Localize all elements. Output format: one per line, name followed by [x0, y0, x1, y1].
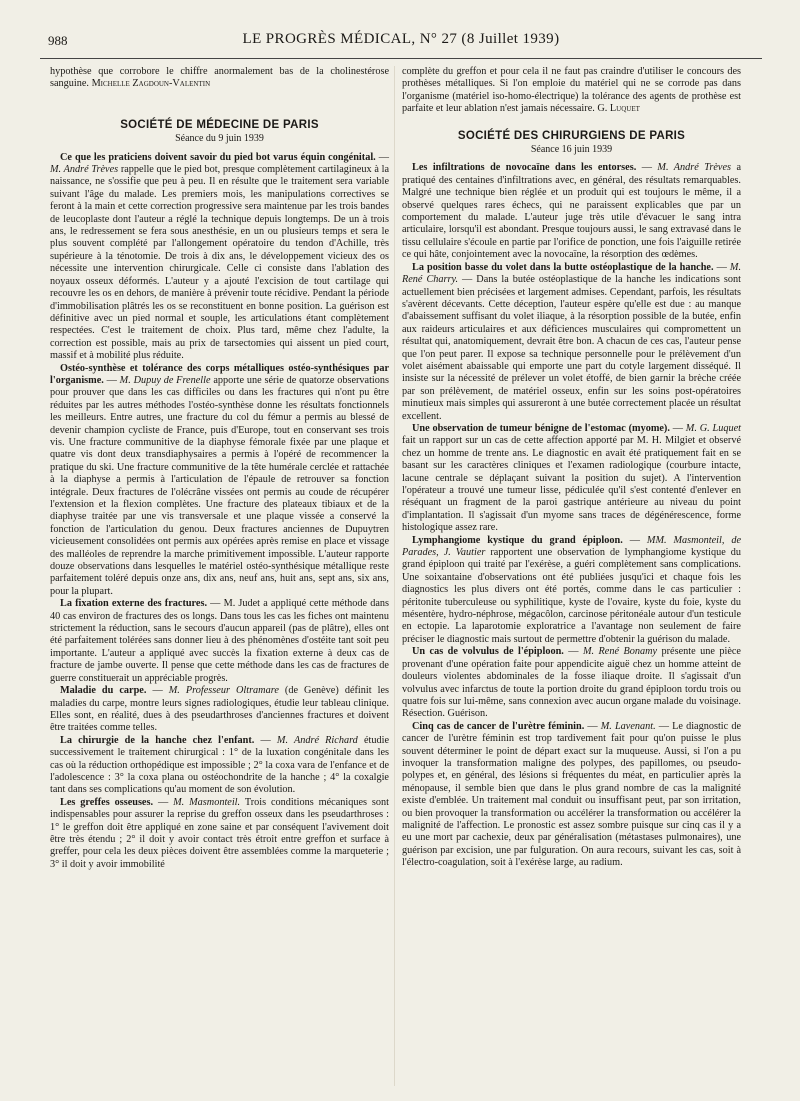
article-title: Cinq cas de cancer de l'urètre féminin. — [412, 720, 585, 732]
intro-paragraph: hypothèse que corrobore le chiffre anormalement bas de la cholinestérose sanguine. Michelle Zagdoun-Valentin — [50, 66, 389, 90]
article-title: Maladie du carpe. — [60, 685, 147, 697]
article: Cinq cas de cancer de l'urètre féminin. — M. Lavenant. — Le diagnostic de cancer de l'urètre féminin est trop tardivement fait pour qu'on puisse le plus souvent déterminer le point de départ exact sur la muqueuse. Aussi, si l'on a pu invoquer la transformation maligne des polypes, des papillomes, ou pseudo-polypes et, en général, des lésions si fréquentes du méat, en particulier après la ménopause, il semble bien que dans le plus grand nombre de cas la malignité existe d'emblée. Un traitement mal conduit ou insuffisant peut, par son irritation, ou bien provoquer la transformation ou accélérer la transformation ou accélérer la malignité de l'affection. Le pronostic est assez sombre puisque sur cinq cas il y a eu une mort par cachexie, deux par généralisation (métastases pulmonaires), une guérison par excision, une par fulguration. On aura recours, suivant les cas, soit à l'électro-coagulation, soit à l'exérèse large, au radium. — [402, 720, 741, 869]
signature: G. Luquet — [597, 103, 640, 115]
article: Les infiltrations de novocaïne dans les entorses. — M. André Trèves a pratiqué des centaines d'infiltrations avec, en général, des résultats remarquables. Malgré une technique bien réglée et un produit qui est toujours le même, il a observé quelques rares échecs, qui ne paraissent explicables que par un comportement du malade. L'auteur juge très utile d'évacuer le sang intra articulaire, lorsqu'il est abondant. Presque toujours aussi, le sang extravasé dans le tissu cellulaire s'écoule en partie par l'orifice de ponction, une fois l'aiguille retirée ce qui hâte, conjointement avec la novocaïne, la résorption des œdèmes. — [402, 162, 742, 261]
article-body: Dans la butée ostéoplastique de la hanche les indications sont actuellement bien précisées et largement admises. Cependant, parfois, les résultats s'avèrent décevants. Cette déception, l'auteur espère qu'elle est due : au manque d'abaissement suffisant du volet iliaque, à la résorption possible de la butée, enfin aux raideurs articulaires et aux déficiences musculaires qui compromettent un résultat qui, anatomiquement, devrait être bon. A chacun de ces cas, l'auteur pense que l'on peut parer. Il expose sa technique personnelle pour le prélèvement d'un volet aisément abaissable qui emporte une part du cotyle largement disséqué. Il insiste sur la nécessité de prélever un volet étoffé, de bien garnir la brèche créée par son prélèvement, de matériel osseux, enfin sur les soins post-opératoires minutieux mais simples qui assureront à une butée correctement placée un résultat excellent. — [402, 274, 741, 422]
article-author: MM. Masmonteil, de Parades, J. Vautier — [402, 534, 742, 559]
article-title: Ostéo-synthèse et tolérance des corps métalliques ostéo-synthésiques par l'organisme. — [50, 362, 389, 386]
article-author: M. René Bonamy — [582, 646, 658, 658]
article-title: Les infiltrations de novocaïne dans les entorses. — [412, 162, 637, 174]
article: Une observation de tumeur bénigne de l'estomac (myome). — M. G. Luquet fait un rapport sur un cas de cette affection apporté par M. H. Milgiet et observé chez un homme de trente ans. Le diagnostic en avait été pratiquement fait en se basant sur les caractères cliniques et l'examen radiologique (courbure intacte, lacune centrale se déplaçant suivant la position du sujet). A l'intervention l'opérateur a trouvé une tumeur lisse, pédiculée qu'il s'est contenté d'enlever en réséquant un fragment de la paroi gastrique antérieure au niveau du point d'implantation. Il s'agissait d'un myome sans traces de dégénérescence, forme histologique assez rare. — [402, 422, 741, 534]
article-title: La position basse du volet dans la butte ostéoplastique de la hanche. — [412, 261, 714, 273]
article-author: M. Masmonteil. — [173, 796, 241, 808]
article: La position basse du volet dans la butte ostéoplastique de la hanche. — M. René Charry. — Dans la butée ostéoplastique de la hanche les indications sont actuellement bien précisées et largement admises. Cependant, parfois, les résultats s'avèrent décevants. Cette déception, l'auteur espère qu'elle est due : au manque d'abaissement suffisant du volet iliaque, à la résorption possible de la butée, enfin aux raideurs articulaires et aux déficiences musculaires qui compromettent un résultat qui, anatomiquement, devrait être bon. A chacun de ces cas, l'auteur pense que l'on peut parer. Il expose sa technique personnelle pour le prélèvement d'un volet aisément abaissable qui emporte une part du cotyle largement disséqué. Il insiste sur la nécessité de prélever un volet étoffé, de bien garnir la brèche créée par son prélèvement, de matériel osseux, enfin sur les soins post-opératoires minutieux mais simples qui assureront à une butée correctement placée un résultat excellent. — [402, 261, 742, 422]
article: La fixation externe des fractures. — M. Judet a appliqué cette méthode dans 40 cas environ de fractures des os longs. Dans tous les cas les fiches ont maintenu strictement la réduction, sans le secours d'aucun appareil (pas de plâtre), elles ont été parfaitement tolérées sans donner lieu à des phénomènes d'ostéite tant soit peu importante. L'auteur a appliqué avec succès la fixation externe à deux cas de fracture de jambe ouverte. Il pense que cette méthode dans les cas de fractures de guerre constituerait un appréciable progrès. — [50, 598, 390, 684]
author-affiliation: (de Genève) — [284, 685, 339, 697]
left-column — [50, 66, 389, 871]
article-body: présente une pièce provenant d'une opération faite pour appendicite aiguë chez un homme atteint de douleurs violentes abdominales de la fosse iliaque droite. Il s'agissait d'un volvulus avec infarctus de toute la portion droite du grand épiploon tordu trois ou quatre fois sur lui-même, sans connexion avec aucun organe malade du voisinage. Résection. Guérison. — [402, 646, 741, 720]
article: Ostéo-synthèse et tolérance des corps métalliques ostéo-synthésiques par l'organisme. — M. Dupuy de Frenelle apporte une série de quatorze observations pour prouver que dans les cas difficiles ou dans les fractures qui n'ont pu être réduites par les autres méthodes l'ostéo-synthèse donne les résultats fonctionnels les meilleurs. Entre autres, une fracture du col du fémur a permis au blessé de devenir champion cycliste de France, puis d'Europe, tout en conservant ses trois vis. Une fracture communitive de la diaphyse fémorale fixée par une plaque et quatre vis dont deux transdiaphysaires a permis à l'opéré de recommencer la pratique du ski. Une fracture communitive de la tête humérale cerclée et rattachée à la diaphyse a permis à l'articulation de l'épaule de retrouver sa fonction intégrale. Deux fractures de l'olécrâne vissées ont permis au coude de récupérer l'extension et la flexion complètes. Une fracture des plateaux tibiaux et de la diaphyse traitée par une vis transversale et une plaque vissée a conservé la fonction de l'articulation du genou. Deux fractures anciennes de Dupuytren vicieusement consolidées ont permis aux opérées après remise en place et vissage des malléoles de reprendre la marche primitivement impossible. L'auteur rapporte douze observations dans lesquelles le matériel ostéo-synthésique métallique reste parfaitement toléré depuis onze ans, dix ans, neuf ans, huit ans, sept ans, six ans, pour la plupart. — [50, 362, 390, 597]
article-title: Ce que les praticiens doivent savoir du pied bot varus équin congénital. — [60, 151, 376, 163]
article-author: M. G. Luquet — [685, 422, 741, 434]
article-title: Un cas de volvulus de l'épiploon. — [412, 646, 564, 658]
article-body: étudie successivement le traitement chirurgical : 1° de la luxation congénitale dans les cas où la réduction orthopédique est impossible ; 2° la coxa vara de l'enfance et de l'adolescence : 3° la coxa plana ou ostéochondrite de la hanche ; 4° la coxalgie tant dans ses complications qu'au moment de son évolution. — [50, 734, 390, 796]
column-divider — [394, 66, 395, 1086]
article-body: a pratiqué des centaines d'infiltrations avec, en général, des résultats remarquables. Malgré une technique bien réglée et un produit qui est toujours le même, il a observé quelques rares échecs, qui ne paraissent explicables que par un comportement du malade. L'auteur juge très utile d'évacuer le sang intra articulaire, lorsqu'il est abondant. Presque toujours aussi, le sang extravasé dans le tissu cellulaire s'écoule en partie par l'orifice de ponction, une fois l'aiguille retirée ce qui hâte, conjointement avec la novocaïne, la résorption des œdèmes. — [402, 162, 742, 261]
session-date: Séance 16 juin 1939 — [530, 144, 613, 156]
article: La chirurgie de la hanche chez l'enfant. — M. André Richard étudie successivement le traitement chirurgical : 1° de la luxation congénitale dans les cas où la réduction orthopédique est impossible ; 2° la coxa vara de l'enfance et de l'adolescence : 3° la coxa plana ou ostéochondrite de la hanche ; 4° la coxalgie tant dans ses complications qu'au moment de son évolution. — [50, 734, 390, 796]
article-body: Le diagnostic de cancer de l'urètre féminin est trop tardivement fait pour qu'on puisse le plus souvent déterminer le point de départ exact sur la muqueuse. Aussi, si l'on a pu invoquer la transformation maligne des polypes, des papillomes, ou pseudo-polypes et, en général, des lésions si fréquentes du méat, en particulier après la ménopause, il semble bien que dans le plus grand nombre de cas la malignité existe d'emblée. Un traitement mal conduit ou insuffisant peut, par son irritation, ou bien provoquer la transformation ou accélérer la transformation ou accélérer la malignité de l'affection. Le pronostic est assez sombre puisque sur cinq cas il y a eu une mort par cachexie, deux par généralisation (métastases pulmonaires), une guérison par excision, une par fulguration. On aura recours, suivant les cas, soit à l'électro-coagulation, soit à l'exérèse large, au radium. — [402, 720, 741, 869]
article-body: Trois conditions mécaniques sont indispensables pour assurer la reprise du greffon osseux dans les pseudarthroses : 1° le greffon doit être appliqué en zone saine et par conséquent l'avivement doit être très étendu ; 2° il doit y avoir contact très étroit entre greffon et surface à greffer, pour cela les deux pièces doivent être assemblées comme la marqueterie ; 3° il doit y avoir immobilité — [50, 796, 390, 870]
article-author: M. René Charry. — [402, 261, 742, 286]
article-title: La chirurgie de la hanche chez l'enfant. — [60, 734, 255, 746]
article-body: rappelle que le pied bot, presque complètement cartilagineux à la naissance, ne s'ossifie que peu à peu. Il en résulte que le traitement sera variable suivant l'âge du malade. Les premiers mois, les manipulations correctives se feront à la main et cette correction progressive sera maintenue par les trois bandes de leucoplaste dont l'auteur a réglé la technique depuis longtemps. De un à trois ans, le redressement se fera sous anesthésie, en un ou plusieurs temps et sera le plus souvent complété par l'allongement opératoire du tendon d'Achille, très supérieure à la ténotomie. De trois à dix ans, le développement vicieux des os nécessite une intervention chirurgicale. Celle ci consiste dans l'ablation des noyaux osseux déformés. L'auteur y a ajouté l'excision de tout cartilage qui recouvre les os en dehors, de manière à prévenir toute récidive. Pendant la période d'immobilisation plâtrés les os se reconstituent en bonne position. La guérison est définitive avec un pied normal et souple, les articulations étant complètement respectées. C'est le traitement de choix. Plus tard, même chez l'adulte, la correction est possible, mais au prix de tarsectomies qui aissent un pied court, massif et à mobilité plus réduite. — [50, 164, 389, 362]
article-author: M. André Trèves — [657, 162, 732, 174]
article-title: Une observation de tumeur bénigne de l'estomac (myome). — [412, 422, 670, 434]
article-author: M. Judet — [223, 598, 261, 610]
header-rule — [40, 58, 762, 59]
running-title: LE PROGRÈS MÉDICAL, N° 27 (8 Juillet 1939) — [242, 31, 560, 47]
article: Un cas de volvulus de l'épiploon. — M. René Bonamy présente une pièce provenant d'une opération faite pour appendicite aiguë chez un homme atteint de douleurs violentes abdominales de la fosse iliaque droite. Il s'agissait d'un volvulus avec infarctus de toute la portion droite du grand épiploon tordu trois ou quatre fois sur lui-même, sans connexion avec aucun organe malade du voisinage. Résection. Guérison. — [402, 646, 741, 720]
session-date: Séance du 9 juin 1939 — [175, 133, 264, 145]
article: Maladie du carpe. — M. Professeur Oltramare (de Genève) définit les maladies du carpe, montre leurs signes radiologiques, étudie leur tableau clinique. Elles sont, en réalité, dues à des pseudarthroses d'anciennes fractures et doivent être traitées comme telles. — [50, 685, 390, 734]
article: Les greffes osseuses. — M. Masmonteil. Trois conditions mécaniques sont indispensables pour assurer la reprise du greffon osseux dans les pseudarthroses : 1° le greffon doit être appliqué en zone saine et par conséquent l'avivement doit être très étendu ; 2° il doit y avoir contact très étroit entre greffon et surface à greffer, pour cela les deux pièces doivent être assemblées comme la marqueterie ; 3° il doit y avoir immobilité — [50, 796, 390, 870]
article-author: M. André Trèves — [50, 164, 119, 176]
article-body: définit les maladies du carpe, montre leurs signes radiologiques, étudie leur tableau clinique. Elles sont, en réalité, dues à des pseudarthroses d'anciennes fractures et doivent être traitées comme telles. — [50, 685, 390, 734]
signature: Michelle Zagdoun-Valentin — [91, 78, 211, 90]
article-body: apporte une série de quatorze observations pour prouver que dans les cas difficiles ou dans les fractures qui n'ont pu être réduites par les autres méthodes l'ostéo-synthèse donne les résultats fonctionnels les meilleurs. Entre autres, une fracture du col du fémur a permis au blessé de devenir champion cycliste de France, puis d'Europe, tout en conservant ses trois vis. Une fracture communitive de la diaphyse fémorale fixée par une plaque et quatre vis dont deux transdiaphysaires a permis à l'opéré de recommencer la pratique du ski. Une fracture communitive de la tête humérale cerclée et rattachée à la diaphyse a permis à l'articulation de l'épaule de retrouver sa fonction intégrale. Deux fractures de l'olécrâne vissées ont permis au coude de récupérer l'extension et la flexion complètes. Une fracture des plateaux tibiaux et de la diaphyse traitée par une vis transversale et une plaque vissée a conservé la fonction de l'articulation du genou. Deux fractures anciennes de Dupuytren vicieusement consolidées ont permis aux opérées après remise en place et vissage des malléoles de reprendre la marche primitivement impossible. L'auteur rapporte douze observations dans lesquelles le matériel ostéo-synthésique métallique reste parfaitement toléré depuis onze ans, dix ans, neuf ans, huit ans, sept ans, six ans, pour la plupart. — [50, 374, 390, 597]
society-title: SOCIÉTÉ DES CHIRURGIENS DE PARIS — [457, 129, 686, 142]
article-body: rapportent une observation de lymphangiome kystique du grand épiploon qui traité par l'exérèse, a guéri complètement sans complications. Une soixantaine d'observations ont été publiées jusqu'ici et chaque fois les diagnostics les plus divers ont été portés, comme dans le cas particulier : péritonite tuberculeuse ou syphilitique, kyste de l'ovaire, kyste du foie, kyste du mésentère, hydro-néphrose, mégacôlon, carcinose péritonéale autour d'un testicule en ectopie. La laparotomie exploratrice a l'avantage non seulement de faire préciser le diagnostic mais surtout de permettre d'obtenir la guérison du malade. — [402, 547, 742, 645]
page-header — [40, 31, 762, 55]
article-author: M. Lavenant. — [600, 720, 656, 732]
article-body: a appliqué cette méthode dans 40 cas environ de fractures des os longs. Dans tous les cas les fiches ont maintenu strictement la réduction, sans le secours d'aucun appareil (pas de plâtre), elles ont été parfaitement tolérées sans donner lieu à des phénomènes d'ostéite tant soit peu importante. L'auteur a appliqué avec succès la fixation externe à deux cas de fracture de jambe ouverte. Il pense que cette méthode dans les cas de fractures de guerre constituerait un appréciable progrès. — [50, 598, 390, 684]
article-title: Les greffes osseuses. — [60, 796, 154, 808]
right-column — [402, 66, 741, 870]
article-author: M. André Richard — [276, 734, 358, 746]
article-title: Lymphangiome kystique du grand épiploon. — [412, 534, 623, 546]
article-body: fait un rapport sur un cas de cette affection apporté par M. H. Milgiet et observé chez un homme de trente ans. Le diagnostic en avait été pratiquement fait en se basant sur les caractères cliniques et l'examen radiologique (courbure intacte, lacune centrale se déplaçant suivant la position du sujet). A l'intervention l'opérateur a trouvé une tumeur lisse, pédiculée qu'il s'est contenté d'enlever en réséquant un fragment de la paroi gastrique antérieure au niveau du point d'implantation. Il s'agissait d'un myome sans traces de dégénérescence, forme histologique assez rare. — [402, 435, 741, 534]
article-title: La fixation externe des fractures. — [60, 598, 208, 610]
article: Ce que les praticiens doivent savoir du pied bot varus équin congénital. — M. André Trèves rappelle que le pied bot, presque complètement cartilagineux à la naissance, ne s'ossifie que peu à peu. Il en résulte que le traitement sera variable suivant l'âge du malade. Les premiers mois, les manipulations correctives se feront à la main et cette correction progressive sera maintenue par les trois bandes de leucoplaste dont l'auteur a réglé la technique depuis longtemps. De un à trois ans, le redressement se fera sous anesthésie, en un ou plusieurs temps et sera le plus souvent complété par l'allongement opératoire du tendon d'Achille, très supérieure à la ténotomie. De trois à dix ans, le développement vicieux des os nécessite une intervention chirurgicale. Celle ci consiste dans l'ablation des noyaux osseux déformés. L'auteur y a ajouté l'excision de tout cartilage qui recouvre les os en dehors, de manière à prévenir toute récidive. Pendant la période d'immobilisation plâtrés les os se reconstituent en bonne position. La guérison est définitive avec un pied normal et souple, les articulations étant complètement respectées. C'est le traitement de choix. Plus tard, même chez l'adulte, la correction est possible, mais au prix de tarsectomies qui aissent un pied court, massif et à mobilité plus réduite. — [50, 151, 389, 362]
article-author: M. Dupuy de Frenelle — [119, 374, 211, 386]
article-author: M. Professeur Oltramare — [168, 685, 279, 697]
intro-paragraph: complète du greffon et pour cela il ne faut pas craindre d'utiliser le concours des prothèses métalliques. Si l'on emploie du matériel qui ne se corrode pas dans l'organisme (matériel iso-homo-électrique) la tolérance des agents de prothèse est parfaite et leur ablation n'est jamais nécessaire. G. Luquet — [402, 66, 741, 115]
society-title: SOCIÉTÉ DE MÉDECINE DE PARIS — [120, 118, 319, 131]
article: Lymphangiome kystique du grand épiploon. — MM. Masmonteil, de Parades, J. Vautier rapportent une observation de lymphangiome kystique du grand épiploon qui traité par l'exérèse, a guéri complètement sans complications. Une soixantaine d'observations ont été publiées jusqu'ici et chaque fois les diagnostics les plus divers ont été portés, comme dans le cas particulier : péritonite tuberculeuse ou syphilitique, kyste de l'ovaire, kyste du foie, kyste du mésentère, hydro-néphrose, mégacôlon, carcinose péritonéale autour d'un testicule en ectopie. La laparotomie exploratrice a l'avantage non seulement de faire préciser le diagnostic mais surtout de permettre d'obtenir la guérison du malade. — [402, 534, 742, 645]
page-number: 988 — [48, 33, 68, 48]
